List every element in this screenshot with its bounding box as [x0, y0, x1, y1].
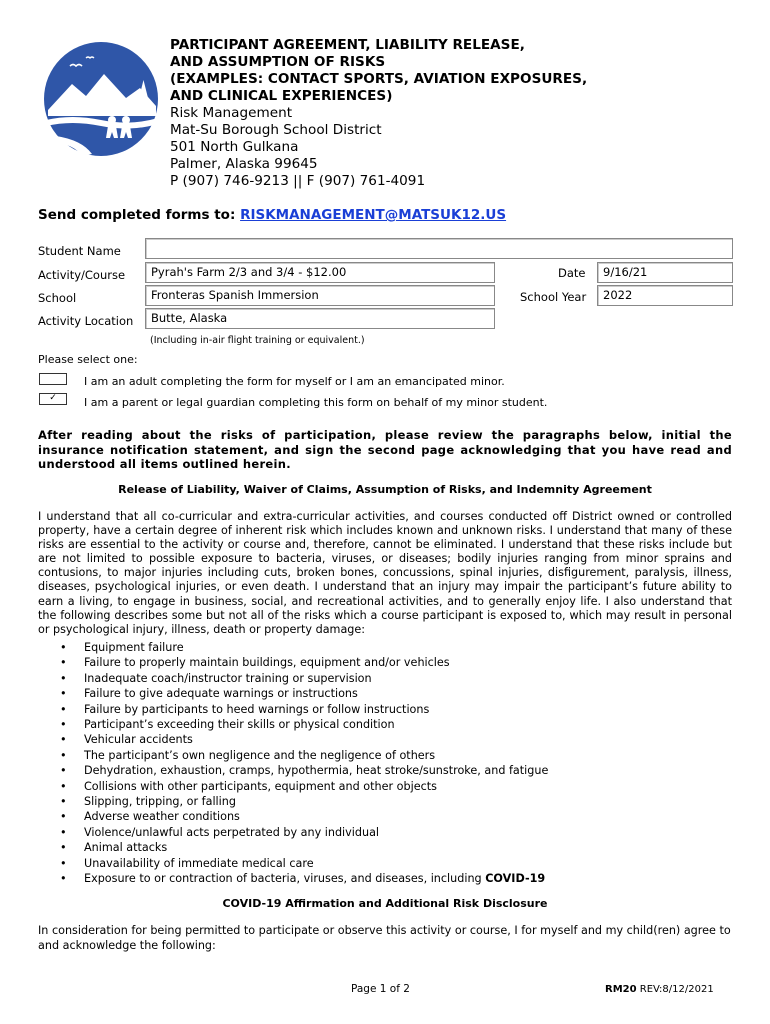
list-item: • Inadequate coach/instructor training or supervision: [60, 671, 548, 686]
email-link[interactable]: RISKMANAGEMENT@MATSUK12.US: [240, 207, 507, 223]
student-name-field[interactable]: [145, 238, 733, 259]
phone-fax: P (907) 746-9213 || F (907) 761-4091: [170, 173, 426, 189]
check-mark: ✓: [49, 393, 57, 403]
select-prompt: Please select one:: [38, 353, 138, 366]
page-number: Page 1 of 2: [351, 983, 410, 995]
adult-option-label: I am an adult completing the form for myself or I am an emancipated minor.: [84, 375, 505, 388]
school-field[interactable]: Fronteras Spanish Immersion: [145, 285, 495, 306]
district-logo: [42, 40, 160, 158]
school-label: School: [38, 291, 77, 305]
date-field[interactable]: 9/16/21: [597, 262, 733, 283]
adult-checkbox[interactable]: [39, 373, 67, 385]
header-block: [170, 37, 620, 190]
list-item: • Violence/unlawful acts perpetrated by any individual: [60, 825, 548, 840]
covid-heading: COVID-19 Affirmation and Additional Risk Disclosure: [222, 897, 548, 910]
location-note: (Including in-air flight training or equivalent.): [150, 335, 365, 346]
list-item: • Unavailability of immediate medical care: [60, 856, 548, 871]
release-heading: Release of Liability, Waiver of Claims, Assumption of Risks, and Indemnity Agreement: [118, 483, 652, 496]
list-item: • Adverse weather conditions: [60, 809, 548, 824]
school-year-field[interactable]: 2022: [597, 285, 733, 306]
date-label: Date: [558, 266, 586, 280]
student-name-label: Student Name: [38, 244, 121, 258]
school-year-label: School Year: [520, 290, 587, 304]
revision-date: REV:8/12/2021: [636, 984, 714, 995]
list-item: • Failure to give adequate warnings or instructions: [60, 686, 548, 701]
list-item: • Failure to properly maintain buildings, equipment and/or vehicles: [60, 655, 548, 670]
send-instructions: [38, 207, 506, 223]
release-paragraph: I understand that all co-curricular and extra-curricular activities, and courses conducted off District owned or controlled property, have a certain degree of inherent risk which includes known and unknown risks. I understand that many of these risks are essential to the activity or course and, therefore, cannot be eliminated. I understand that these risks include but are not limited to possible exposure to bacteria, viruses, or diseases; bodily injuries ranging from minor sprains and contusions, to major injuries including cuts, broken bones, concussions, spinal injuries, disfigurement, paralysis, illness, diseases, psychological injuries, or even death. I understand that an injury may impair the participant’s future ability to earn a living, to engage in business, social, and recreational activities, and to generally enjoy life. I also understand that the following describes some but not all of the risks which a course participant is exposed to, which may result in personal or psychological injury, illness, death or property damage:: [38, 510, 732, 636]
send-prefix: Send completed forms to:: [38, 207, 241, 223]
city-address: Palmer, Alaska 99645: [170, 156, 318, 172]
form-title-line-3: (EXAMPLES: CONTACT SPORTS, AVIATION EXPOSURES,: [170, 71, 588, 87]
form-code: RM20: [605, 984, 637, 995]
department-name: Risk Management: [170, 105, 293, 121]
form-title-line-2: AND ASSUMPTION OF RISKS: [170, 54, 386, 70]
list-item: • Vehicular accidents: [60, 732, 548, 747]
district-name: Mat-Su Borough School District: [170, 122, 382, 138]
list-item: [60, 871, 548, 886]
list-item: • Collisions with other participants, equipment and other objects: [60, 779, 548, 794]
location-field[interactable]: Butte, Alaska: [145, 308, 495, 329]
last-risk-text: Exposure to or contraction of bacteria, viruses, and diseases, including: [84, 872, 486, 886]
parent-option-label: I am a parent or legal guardian completing this form on behalf of my minor student.: [84, 396, 548, 409]
list-item: • Failure by participants to heed warnings or follow instructions: [60, 702, 548, 717]
location-label: Activity Location: [38, 314, 134, 328]
form-title-line-4: AND CLINICAL EXPERIENCES): [170, 88, 393, 104]
instructions-paragraph: After reading about the risks of participation, please review the paragraphs below, initial the insurance notification statement, and sign the second page acknowledging that you have read and understood all items outlined herein.: [38, 428, 732, 471]
parent-checkbox[interactable]: [39, 393, 67, 405]
list-item: • Dehydration, exhaustion, cramps, hypothermia, heat stroke/sunstroke, and fatigue: [60, 763, 548, 778]
list-item: • The participant’s own negligence and the negligence of others: [60, 748, 548, 763]
list-item: • Animal attacks: [60, 840, 548, 855]
risk-list: [60, 640, 548, 887]
covid-bold: COVID-19: [485, 872, 546, 886]
street-address: 501 North Gulkana: [170, 139, 299, 155]
list-item: • Slipping, tripping, or falling: [60, 794, 548, 809]
activity-label: Activity/Course: [38, 268, 126, 282]
list-item: • Equipment failure: [60, 640, 548, 655]
consideration-paragraph: In consideration for being permitted to participate or observe this activity or course, I for myself and my child(ren) agree to and acknowledge the following:: [38, 924, 731, 952]
list-item: • Participant’s exceeding their skills or physical condition: [60, 717, 548, 732]
form-revision: [605, 984, 714, 995]
form-title-line-1: PARTICIPANT AGREEMENT, LIABILITY RELEASE,: [170, 37, 525, 53]
activity-field[interactable]: Pyrah's Farm 2/3 and 3/4 - $12.00: [145, 262, 495, 283]
